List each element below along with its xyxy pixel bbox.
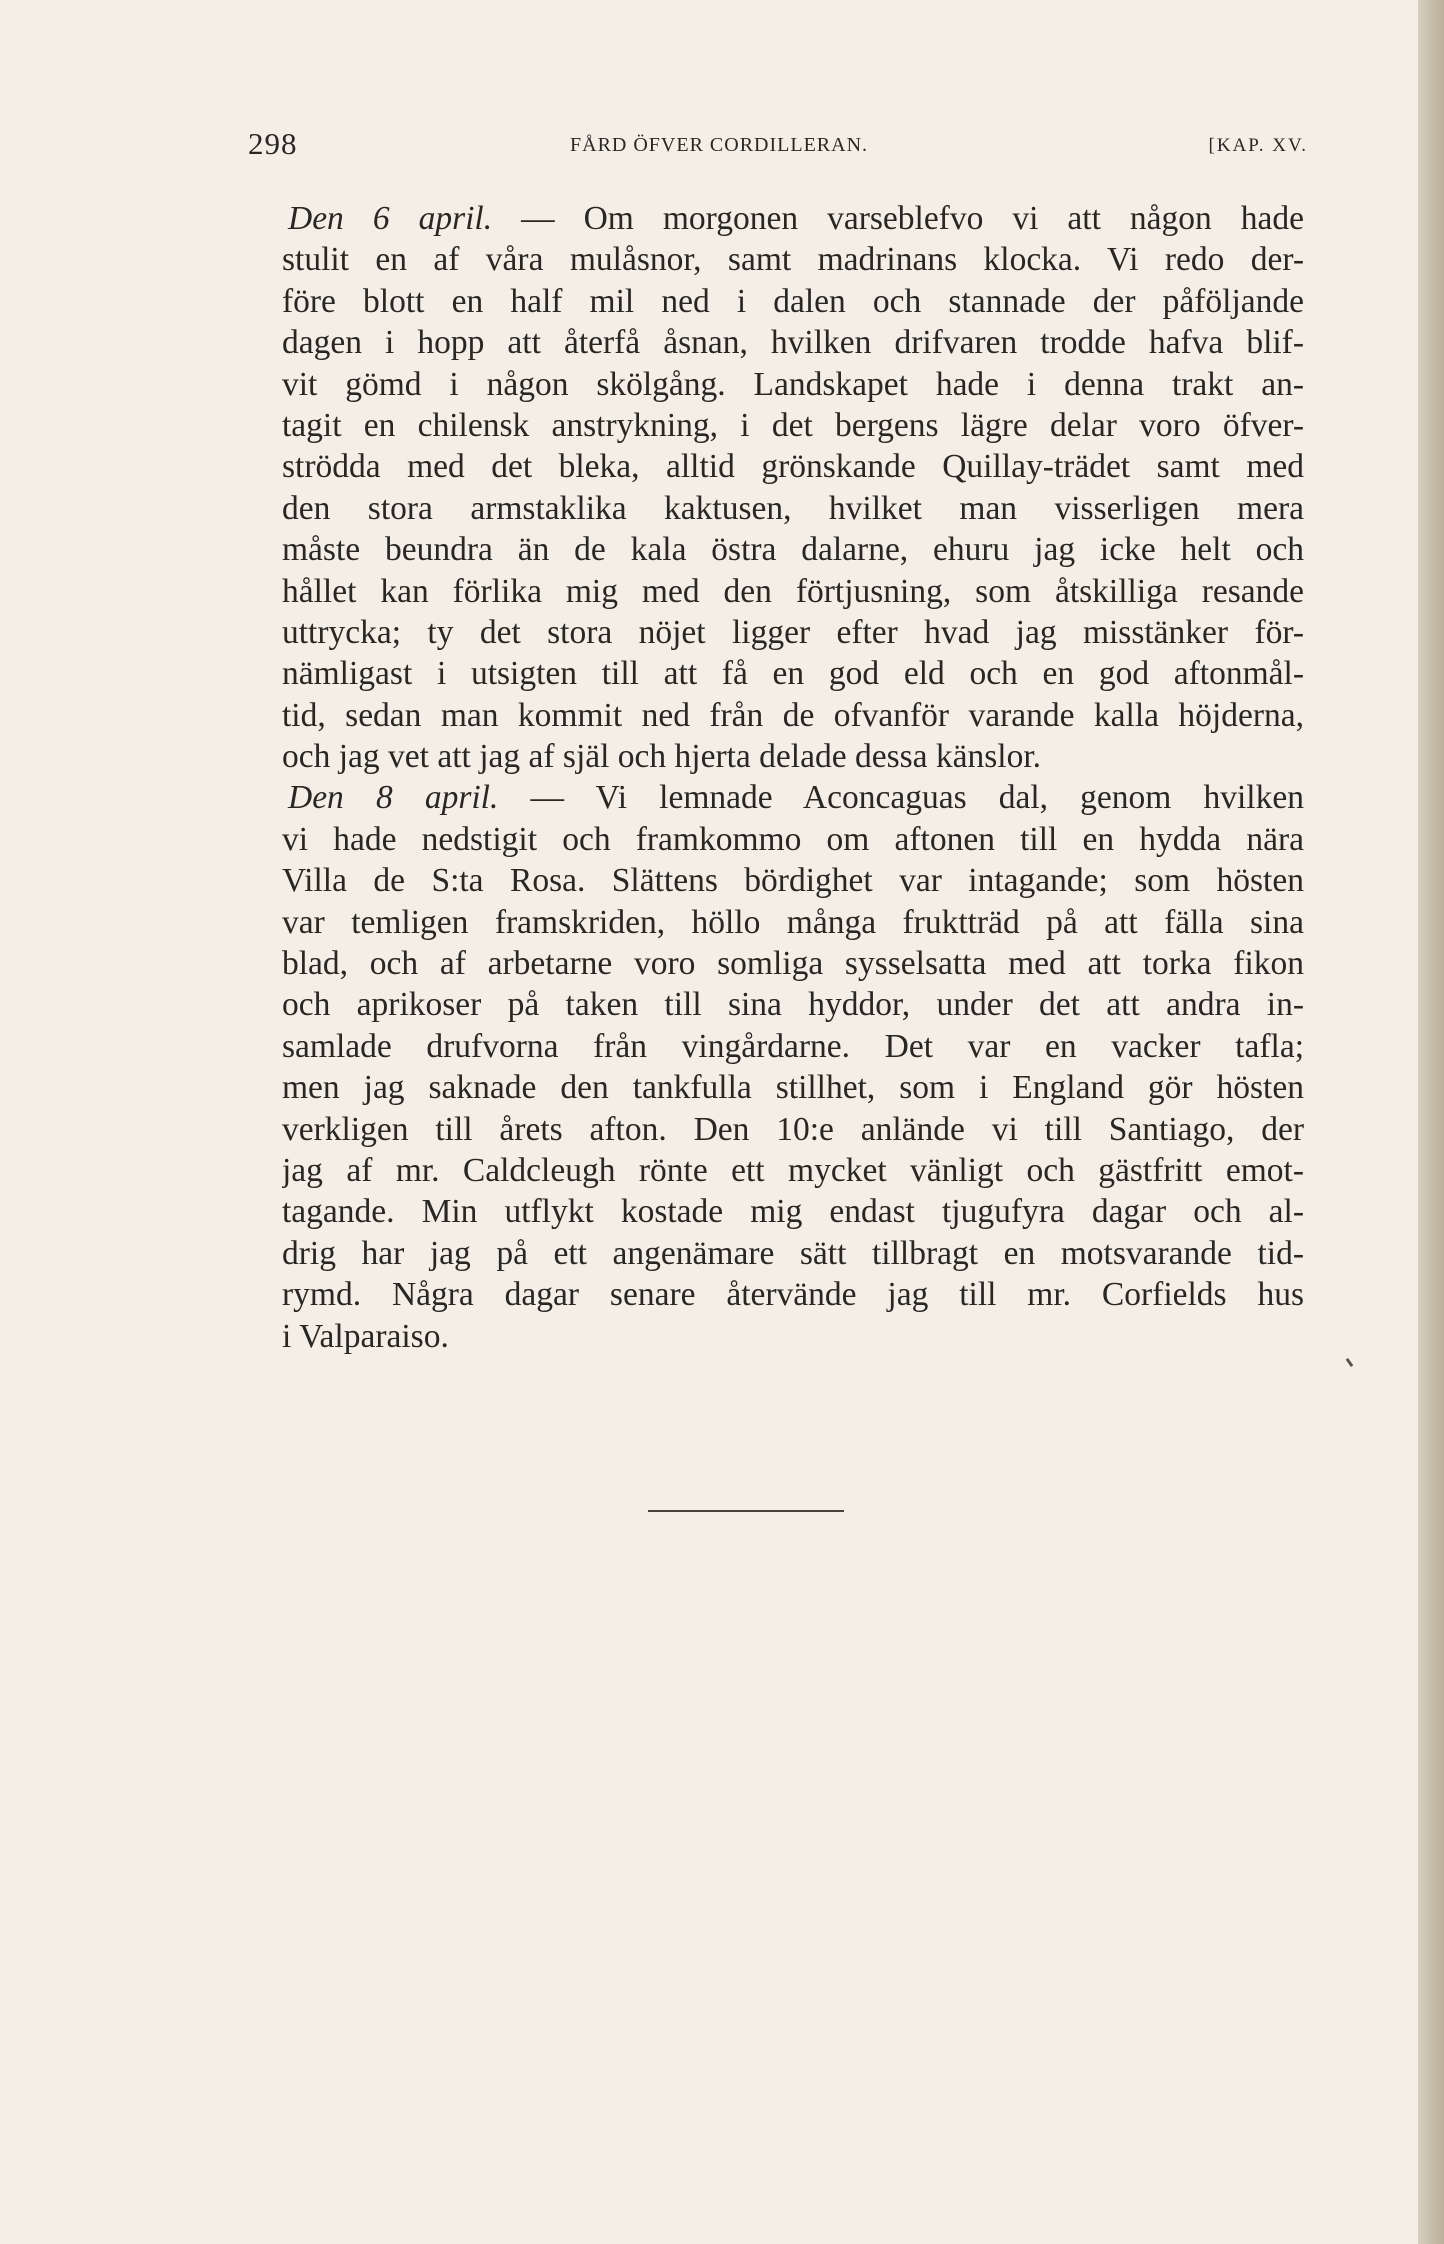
text-line: jag af mr. Caldcleugh rönte ett mycket vänligt och gästfritt emot- <box>282 1151 1304 1189</box>
text-line: Den 6 april. — Om morgonen varseblefvo vi att någon hade <box>288 200 1304 237</box>
page-edge <box>1418 0 1444 2244</box>
text-line: före blott en half mil ned i dalen och stannade der påföljande <box>282 282 1304 320</box>
text-line: vit gömd i någon skölgång. Landskapet hade i denna trakt an- <box>282 365 1304 403</box>
text-line: verkligen till årets afton. Den 10:e anlände vi till Santiago, der <box>282 1110 1304 1148</box>
text-line: strödda med det bleka, alltid grönskande Quillay-trädet samt med <box>282 448 1304 486</box>
text-line: samlade drufvorna från vingårdarne. Det var en vacker tafla; <box>282 1027 1304 1065</box>
text-line: stulit en af våra mulåsnor, samt madrinans klocka. Vi redo der- <box>282 241 1304 279</box>
text-line: men jag saknade den tankfulla stillhet, som i England gör hösten <box>282 1069 1304 1107</box>
text-line: vi hade nedstigit och framkommo om aftonen till en hydda nära <box>282 820 1304 858</box>
entry-date: Den 8 april. <box>288 779 499 817</box>
text-line: i Valparaiso. <box>282 1317 449 1355</box>
text-line: och jag vet att jag af själ och hjerta delade dessa känslor. <box>282 738 1042 776</box>
text-line: tagit en chilensk anstrykning, i det bergens lägre delar voro öfver- <box>282 406 1304 444</box>
paragraph-april-8 <box>282 777 1304 1356</box>
chapter-reference: [KAP. XV. <box>1208 135 1308 156</box>
body-text <box>282 198 1304 1357</box>
entry-date: Den 6 april. <box>288 200 493 237</box>
text-line: var temligen framskriden, höllo många fruktträd på att fälla sina <box>282 903 1304 941</box>
text-line: måste beundra än de kala östra dalarne, ehuru jag icke helt och <box>282 531 1304 569</box>
text-line: uttrycka; ty det stora nöjet ligger efter hvad jag misstänker för- <box>282 613 1304 651</box>
text-line: blad, och af arbetarne voro somliga sysselsatta med att torka fikon <box>282 945 1304 983</box>
text-line: nämligast i utsigten till att få en god eld och en god aftonmål- <box>282 655 1304 693</box>
text-line: hållet kan förlika mig med den förtjusning, som åtskilliga resande <box>282 572 1304 610</box>
text-line: dagen i hopp att återfå åsnan, hvilken drifvaren trodde hafva blif- <box>282 324 1304 362</box>
text-line: drig har jag på ett angenämare sätt tillbragt en motsvarande tid- <box>282 1234 1304 1272</box>
section-divider <box>648 1510 844 1512</box>
text-line: Villa de S:ta Rosa. Slättens bördighet var intagande; som hösten <box>282 862 1304 900</box>
text-line: tid, sedan man kommit ned från de ofvanför varande kalla höjderna, <box>282 696 1304 734</box>
text-line: tagande. Min utflykt kostade mig endast tjugufyra dagar och al- <box>282 1193 1304 1231</box>
text-line: Den 8 april. — Vi lemnade Aconcaguas dal, genom hvilken <box>288 779 1304 817</box>
page-header <box>248 126 1308 166</box>
running-title: FÅRD ÖFVER CORDILLERAN. <box>570 134 869 156</box>
text-line: den stora armstaklika kaktusen, hvilket man visserligen mera <box>282 489 1304 527</box>
paragraph-april-6 <box>282 198 1304 777</box>
text-line: och aprikoser på taken till sina hyddor, under det att andra in- <box>282 986 1304 1024</box>
text-line: rymd. Några dagar senare återvände jag till mr. Corfields hus <box>282 1276 1304 1314</box>
page-number: 298 <box>248 126 298 161</box>
ink-speck <box>1346 1358 1354 1367</box>
